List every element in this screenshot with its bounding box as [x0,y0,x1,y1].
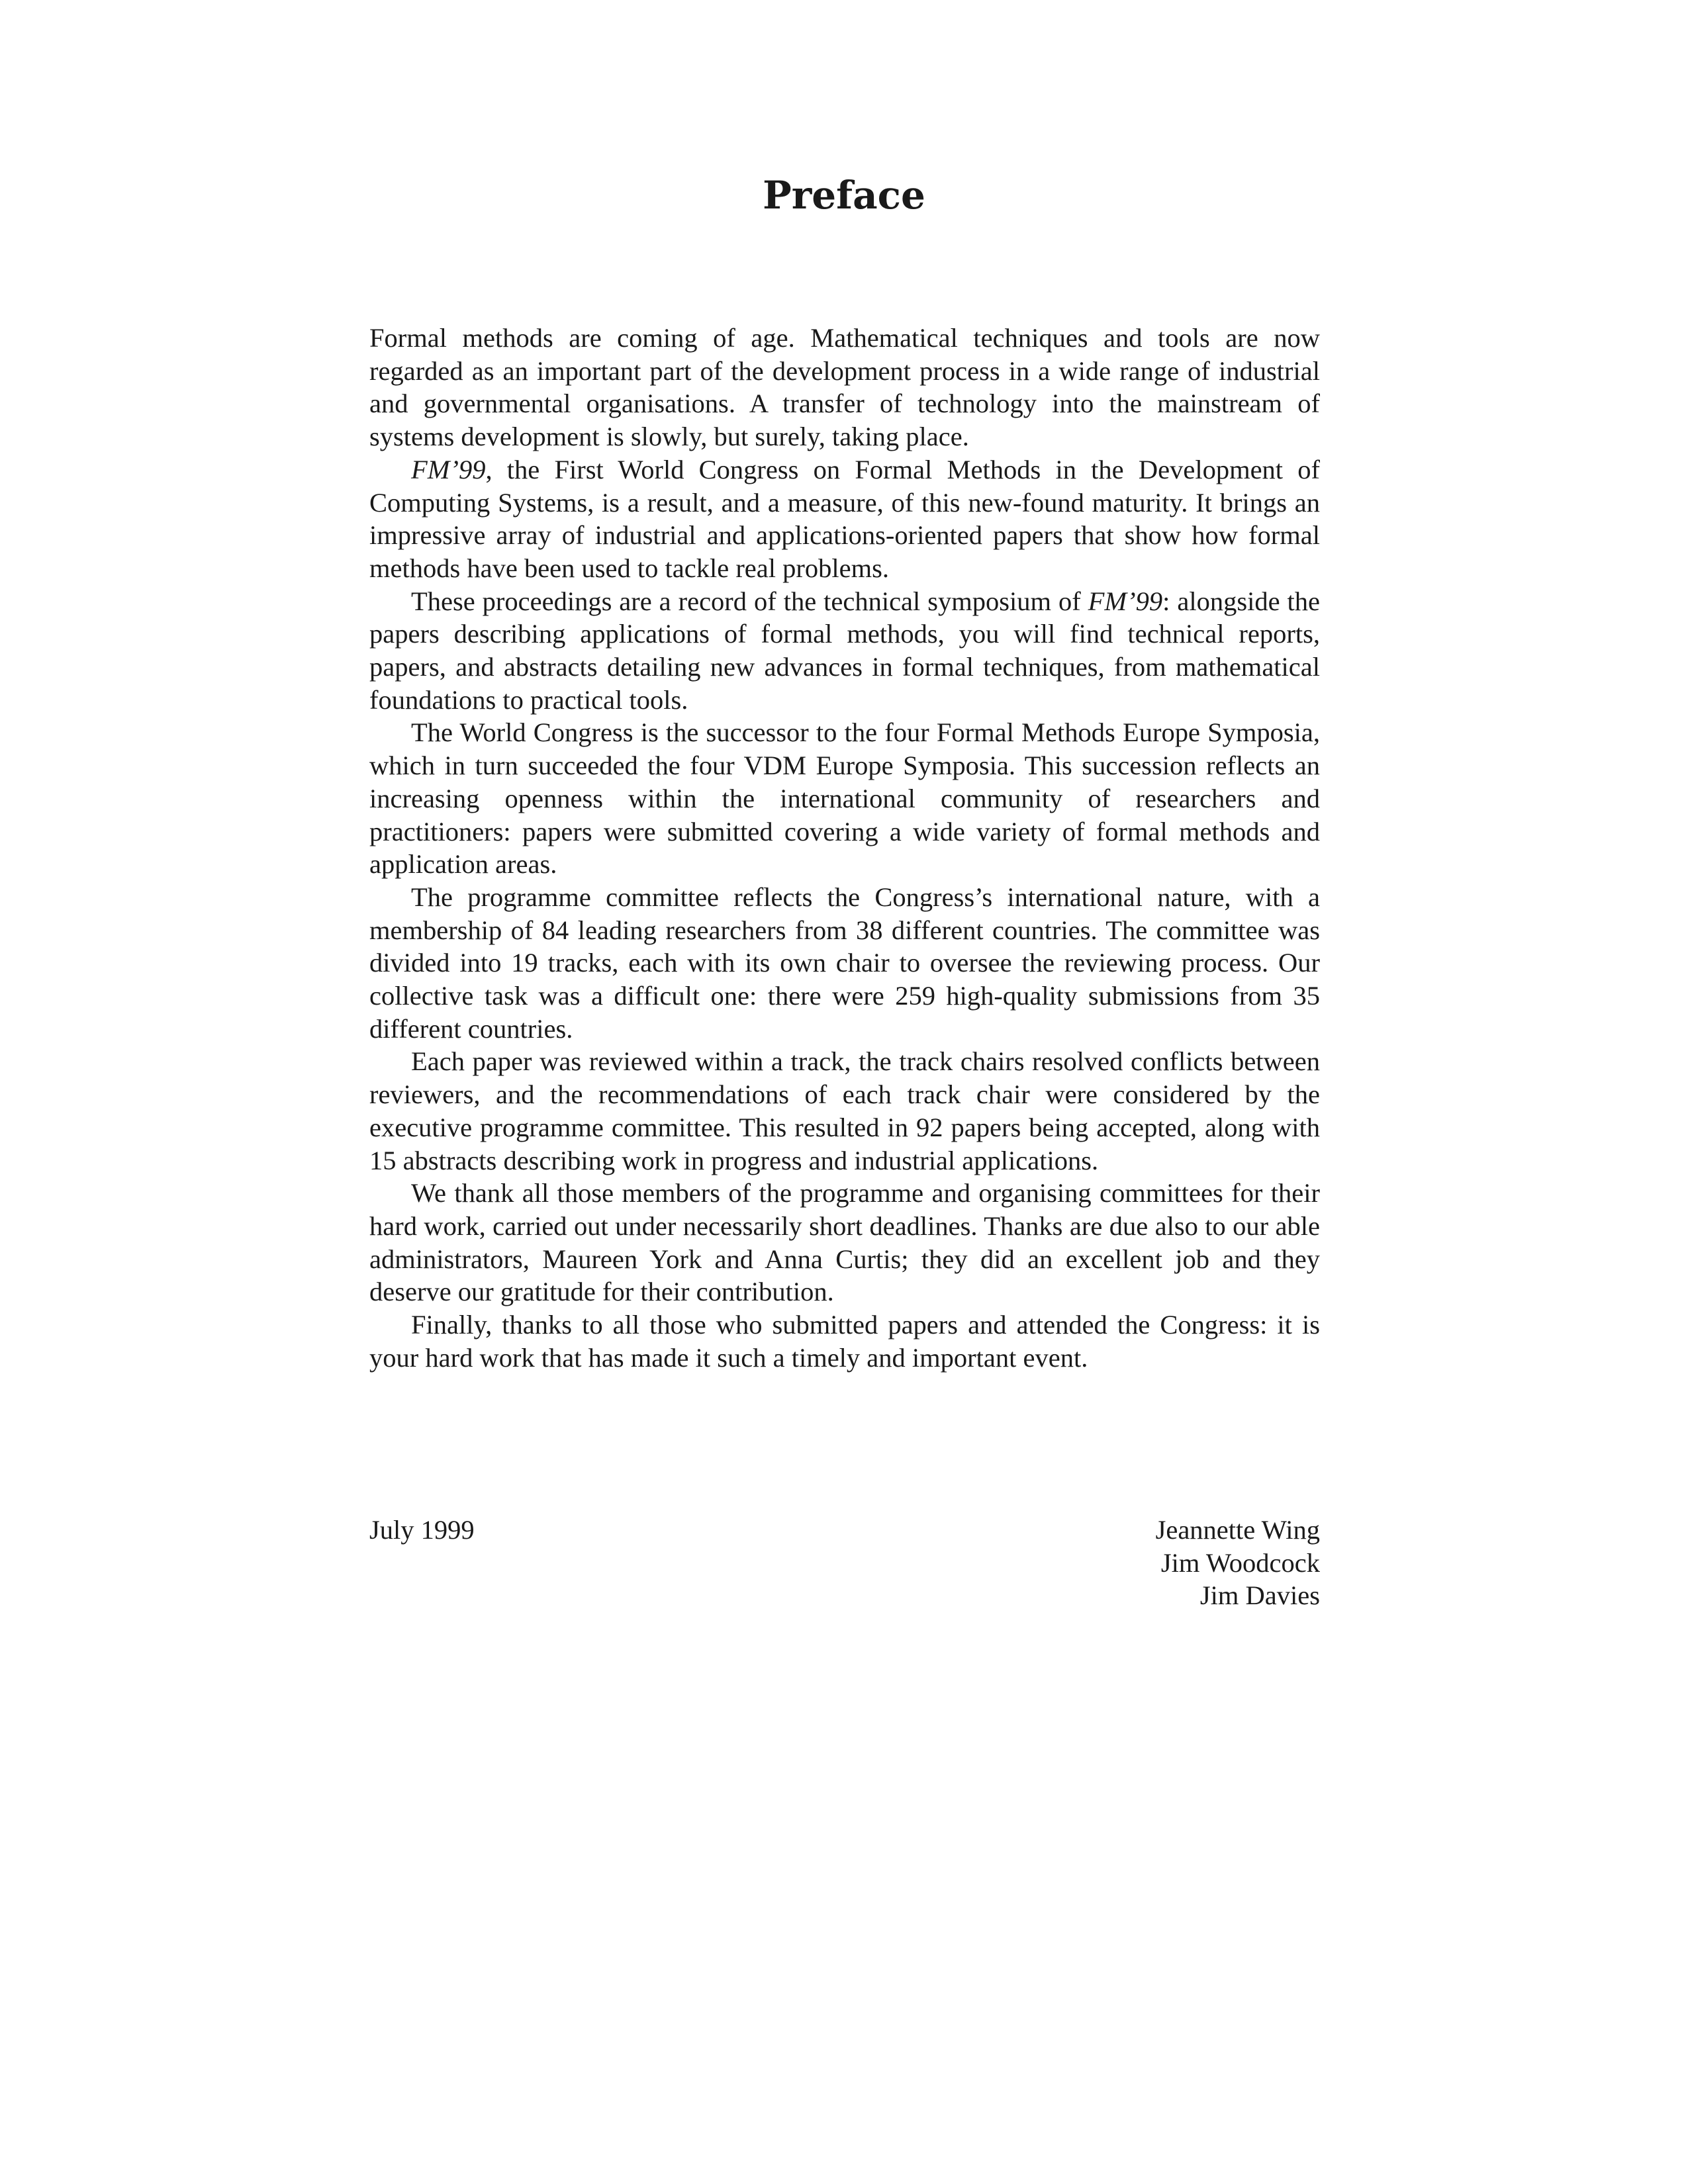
paragraph: Finally, thanks to all those who submitted papers and attended the Congress: it is your hard work that has made it such a timely and important event. [369,1310,1320,1373]
paragraph: Each paper was reviewed within a track, the track chairs resolved conflicts between reviewers, and the recommendations of each track chair were considered by the executive programme committee. This resulted in 92 papers being accepted, along with 15 abstracts describing work in progress and industrial applications. [369,1046,1320,1175]
preface-body [369,322,1320,1375]
author-name: Jim Woodcock [1160,1547,1320,1578]
author-name: Jeannette Wing [1155,1515,1320,1545]
paragraph: FM’99, the First World Congress on Formal Methods in the Development of Computing Systems, is a result, and a measure, of this new-found maturity. It brings an impressive array of industrial and applications-oriented papers that show how formal methods have been used to tackle real problems. [369,454,1320,583]
signature-authors [1156,1514,1320,1612]
paragraph: The programme committee reflects the Congress’s international nature, with a membership of 84 leading researchers from 38 different countries. The committee was divided into 19 tracks, each with its own chair to oversee the reviewing process. Our collective task was a difficult one: there were 259 high-quality submissions from 35 different countries. [369,882,1320,1044]
emphasis: FM’99 [411,454,486,484]
page-title: Preface [763,173,925,218]
paragraph: We thank all those members of the programme and organising committees for their hard work, carried out under necessarily short deadlines. Thanks are due also to our able administrators, Maureen York and Anna Curtis; they did an excellent job and they deserve our gratitude for their contribution. [369,1178,1320,1307]
paragraph: These proceedings are a record of the technical symposium of FM’99: alongside the papers describing applications of formal methods, you will find technical reports, papers, and abstracts detailing new advances in formal techniques, from mathematical foundations to practical tools. [369,586,1320,715]
paragraph: Formal methods are coming of age. Mathematical techniques and tools are now regarded as an important part of the development process in a wide range of industrial and governmental organisations. A transfer of technology into the mainstream of systems development is slowly, but surely, taking place. [369,323,1320,452]
signature-date: July 1999 [369,1515,475,1545]
author-name: Jim Davies [1199,1580,1320,1611]
emphasis: FM’99 [1088,586,1163,616]
paragraph: The World Congress is the successor to the four Formal Methods Europe Symposia, which in turn succeeded the four VDM Europe Symposia. This succession reflects an increasing openness within the international community of researchers and practitioners: papers were submitted covering a wide variety of formal methods and application areas. [369,717,1320,880]
